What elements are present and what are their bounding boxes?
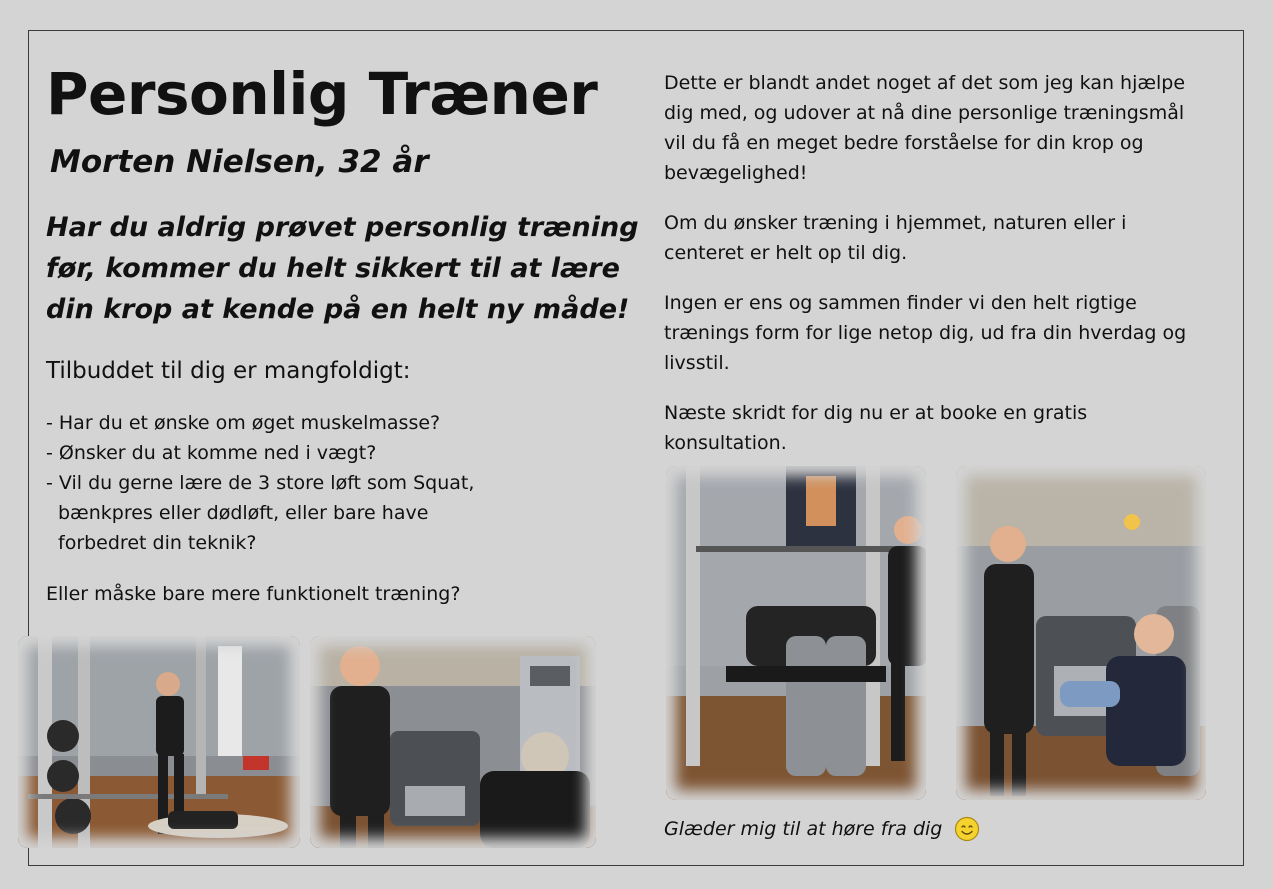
paragraph-next-step (664, 398, 1224, 458)
paragraph-location (664, 208, 1224, 268)
lead-text (46, 207, 639, 330)
offer-list (46, 408, 474, 558)
paragraph-help (664, 68, 1224, 188)
right-column-text (664, 68, 1224, 478)
paragraph-line: dig med, og udover at nå dine personlige træningsmål (664, 102, 1185, 124)
paragraph-line: Næste skridt for dig nu er at booke en gratis (664, 402, 1088, 424)
offer-item: - Ønsker du at komme ned i vægt? (46, 442, 377, 464)
offer-item: forbedret din teknik? (58, 532, 257, 554)
smiley-icon (954, 816, 980, 842)
photo-leg-press-1 (310, 636, 596, 848)
page-title: Personlig Træner (46, 60, 598, 128)
paragraph-line: bevægelighed! (664, 162, 808, 184)
paragraph-individual (664, 288, 1224, 378)
photo-leg-press-2 (956, 466, 1206, 800)
photo-bench-press-rack (18, 636, 300, 848)
paragraph-line: Ingen er ens og sammen finder vi den helt rigtige (664, 292, 1137, 314)
offer-item: - Har du et ønske om øget muskelmasse? (46, 412, 441, 434)
lead-line: din krop at kende på en helt ny måde! (46, 294, 630, 325)
offer-item: - Vil du gerne lære de 3 store løft som Squat, (46, 472, 475, 494)
offer-heading: Tilbuddet til dig er mangfoldigt: (46, 358, 411, 384)
paragraph-line: Om du ønsker træning i hjemmet, naturen eller i (664, 212, 1127, 234)
closing-text: Glæder mig til at høre fra dig (664, 818, 943, 840)
functional-training-text: Eller måske bare mere funktionelt træning? (46, 583, 461, 605)
offer-item: bænkpres eller dødløft, eller bare have (58, 502, 429, 524)
trainer-name: Morten Nielsen, 32 år (50, 144, 429, 180)
closing-line (664, 814, 980, 844)
paragraph-line: vil du få en meget bedre forståelse for din krop og (664, 132, 1144, 154)
paragraph-line: trænings form for lige netop dig, ud fra din hverdag og (664, 322, 1187, 344)
lead-line: før, kommer du helt sikkert til at lære (46, 253, 620, 284)
paragraph-line: centeret er helt op til dig. (664, 242, 908, 264)
paragraph-line: livsstil. (664, 352, 730, 374)
lead-line: Har du aldrig prøvet personlig træning (46, 212, 639, 243)
photo-bench-press-2 (666, 466, 926, 800)
paragraph-line: Dette er blandt andet noget af det som jeg kan hjælpe (664, 72, 1186, 94)
paragraph-line: konsultation. (664, 432, 787, 454)
